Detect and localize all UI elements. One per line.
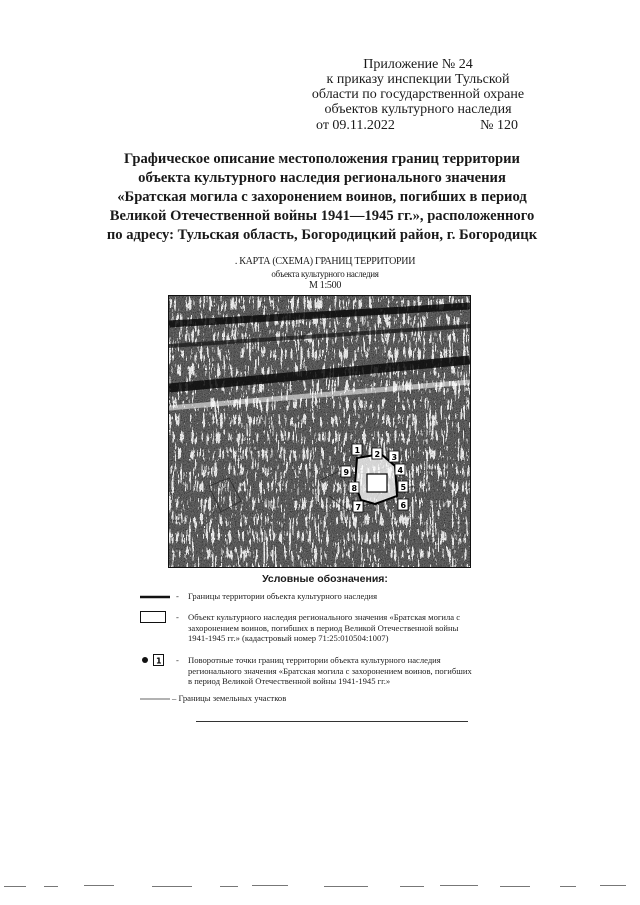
appendix-line: к приказу инспекции Тульской [326, 72, 510, 87]
turning-point-symbol [141, 654, 167, 666]
bottom-rule [196, 721, 468, 722]
legend-text: 1941-1945 гг.» (кадастровый номер 71:25:010504:1007) [188, 633, 389, 643]
legend-dash: - [176, 612, 179, 622]
aerial-map-image [169, 296, 470, 567]
legend-dash: - [176, 591, 179, 601]
order-date: от 09.11.2022 [316, 118, 395, 133]
map-point-label: 2 [374, 450, 381, 459]
aerial-map [168, 295, 471, 568]
legend-item-object [188, 612, 528, 644]
appendix-line: области по государственной охране [311, 87, 525, 102]
document-title [84, 150, 560, 245]
legend-text: захоронением воинов, погибших в период Великой Отечественной войны [188, 622, 459, 633]
map-point-label: 3 [391, 453, 398, 462]
map-scale: М 1:500 [308, 280, 342, 291]
map-point-label: 6 [400, 501, 407, 510]
appendix-line: объектов культурного наследия [324, 102, 512, 117]
legend-dash: - [176, 655, 179, 665]
title-line: по адресу: Тульская область, Богородицкий район, г. Богородицк [106, 227, 538, 243]
legend-item-boundary [188, 591, 528, 602]
legend-text: регионального значения «Братская могила с захоронением воинов, погибших [188, 665, 472, 676]
legend-text: – Границы земельных участков [172, 693, 287, 703]
legend-title: Условные обозначения: [262, 573, 388, 585]
legend-text: Объект культурного наследия регионального значения «Братская могила с [188, 612, 461, 622]
map-point-label: 5 [400, 483, 407, 492]
legend-text: Поворотные точки границ территории объекта культурного наследия [188, 655, 441, 665]
title-line: Графическое описание местоположения границ территории [124, 151, 520, 167]
map-subtitle: объекта культурного наследия [271, 269, 379, 279]
order-number: № 120 [480, 118, 518, 133]
appendix-header [300, 57, 536, 117]
object-rectangle-symbol [140, 611, 166, 623]
legend-item-turning-points [188, 655, 528, 687]
title-line: Великой Отечественной войны 1941—1945 гг.», расположенного [109, 208, 535, 224]
turning-point-marker-label: 1 [156, 656, 162, 666]
map-point-label: 4 [397, 466, 404, 475]
land-plot-line-symbol [140, 697, 170, 701]
legend-text: Границы территории объекта культурного наследия [188, 591, 378, 601]
boundary-thick-line-symbol [140, 594, 170, 600]
title-line: объекта культурного наследия регионального значения [138, 170, 506, 186]
legend-text: в период Великой Отечественной войны 1941-1945 гг.» [188, 676, 391, 686]
map-title: . КАРТА (СХЕМА) ГРАНИЦ ТЕРРИТОРИИ [234, 256, 416, 267]
map-caption [200, 256, 450, 292]
map-point-label: 9 [343, 468, 350, 477]
map-point-label: 7 [355, 503, 362, 512]
map-point-label: 1 [354, 446, 361, 455]
map-point-label: 8 [351, 484, 358, 493]
title-line: «Братская могила с захоронением воинов, погибших в период [117, 189, 527, 205]
legend-item-land-plots [172, 693, 512, 704]
order-row [316, 118, 536, 134]
appendix-line: Приложение № 24 [363, 57, 473, 72]
scan-edge-artifacts [0, 880, 640, 892]
